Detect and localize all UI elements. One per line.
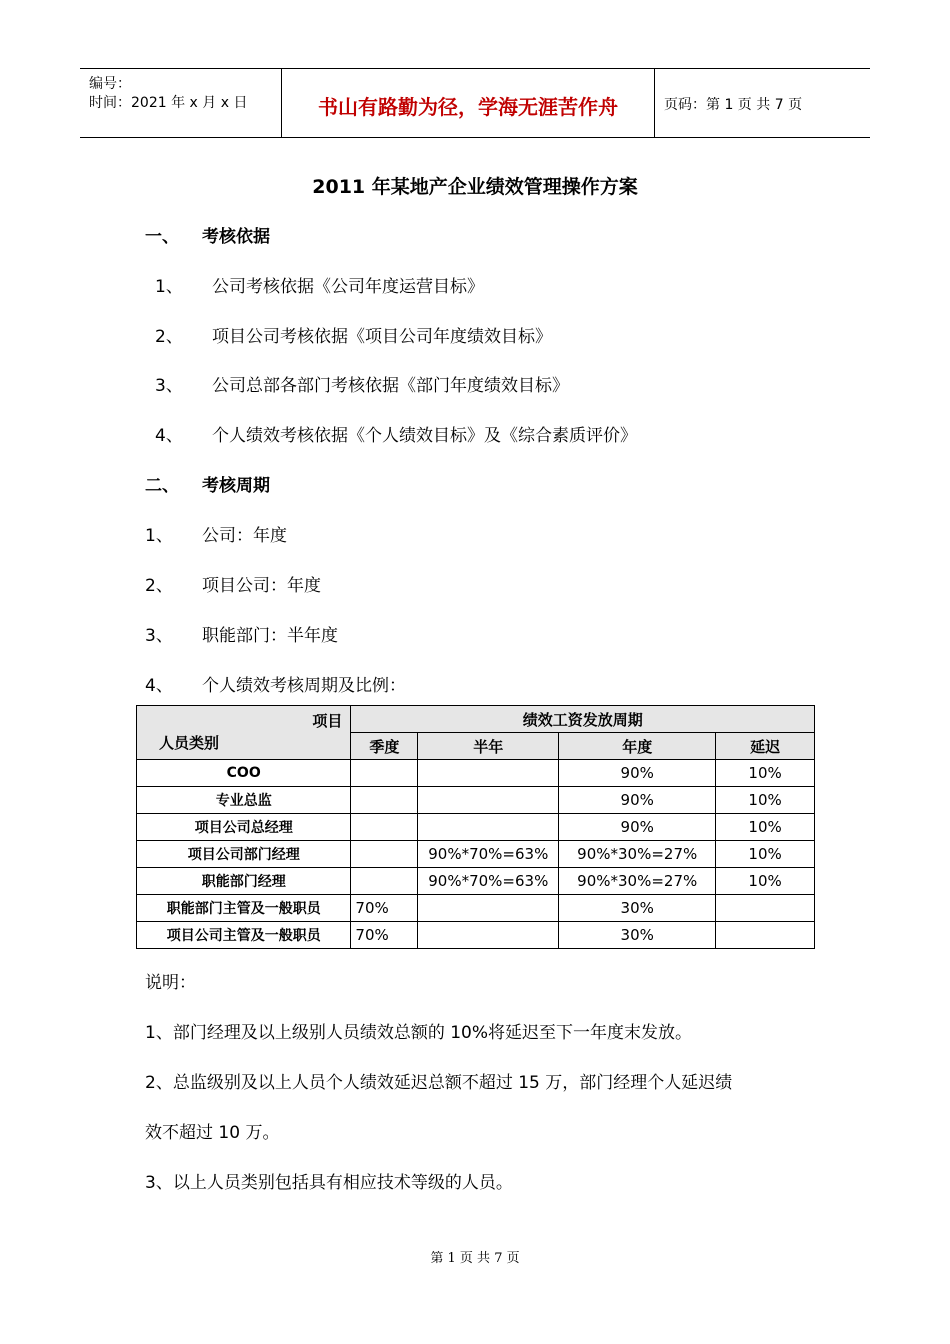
- list-item-number: 4、: [145, 676, 173, 696]
- note-line: 效不超过 10 万。: [145, 1123, 280, 1143]
- table-cell: 10%: [716, 868, 815, 895]
- table-cell: 90%*70%=63%: [418, 841, 559, 868]
- document-title: 2011 年某地产企业绩效管理操作方案: [312, 176, 638, 198]
- table-cell: 90%*70%=63%: [418, 868, 559, 895]
- list-item-number: 3、: [145, 626, 173, 646]
- table-cell: 90%: [559, 814, 716, 841]
- section-heading-1: [145, 222, 545, 246]
- row-category: 项目公司主管及一般职员: [137, 922, 351, 949]
- table-cell: 30%: [559, 895, 716, 922]
- row-category: 项目公司部门经理: [137, 841, 351, 868]
- note-line: 1、部门经理及以上级别人员绩效总额的 10%将延迟至下一年度末发放。: [145, 1023, 693, 1043]
- header-meta: [80, 69, 281, 137]
- group-header: 绩效工资发放周期: [351, 706, 815, 733]
- section-heading-2: [145, 471, 545, 495]
- table-row: [137, 895, 815, 922]
- row-category: 专业总监: [137, 787, 351, 814]
- section-number: 二、: [145, 476, 179, 496]
- table-corner-cell: [137, 706, 351, 760]
- list-item-text: 公司考核依据《公司年度运营目标》: [212, 277, 484, 297]
- table-cell: [716, 922, 815, 949]
- list-item-text: 个人绩效考核周期及比例：: [202, 676, 406, 696]
- table-cell: [418, 760, 559, 787]
- table-cell: 90%: [559, 760, 716, 787]
- list-item-number: 2、: [145, 576, 173, 596]
- corner-label-category: 人员类别: [159, 734, 220, 752]
- table-row: [137, 760, 815, 787]
- list-item-text: 公司总部各部门考核依据《部门年度绩效目标》: [212, 376, 569, 396]
- table-cell: 90%*30%=27%: [559, 841, 716, 868]
- row-category: 职能部门经理: [137, 868, 351, 895]
- table-cell: [418, 787, 559, 814]
- row-category: 项目公司总经理: [137, 814, 351, 841]
- table-cell: 10%: [716, 814, 815, 841]
- list-item-text: 公司：年度: [202, 526, 287, 546]
- section-title: 考核依据: [202, 227, 270, 247]
- table-cell: [716, 895, 815, 922]
- table-cell: [351, 787, 418, 814]
- list-item-number: 1、: [155, 277, 183, 297]
- page-header: [80, 68, 870, 138]
- table-cell: [418, 814, 559, 841]
- table-cell: [351, 868, 418, 895]
- table-header-row: [137, 706, 815, 733]
- table-cell: 10%: [716, 787, 815, 814]
- header-page-cell: [654, 69, 870, 137]
- list-item-number: 3、: [155, 376, 183, 396]
- section-title: 考核周期: [202, 476, 270, 496]
- list-item-number: 2、: [155, 327, 183, 347]
- table-cell: 30%: [559, 922, 716, 949]
- table-cell: [351, 841, 418, 868]
- list-item-number: 1、: [145, 526, 173, 546]
- table-row: [137, 922, 815, 949]
- header-page-info: 页码：第 1 页 共 7 页: [664, 97, 803, 113]
- table-cell: [351, 814, 418, 841]
- note-line: 2、总监级别及以上人员个人绩效延迟总额不超过 15 万，部门经理个人延迟绩: [145, 1073, 733, 1093]
- column-header: 延迟: [716, 733, 815, 760]
- list-item-text: 项目公司：年度: [202, 576, 321, 596]
- notes-label: 说明：: [145, 973, 196, 993]
- row-category: 职能部门主管及一般职员: [137, 895, 351, 922]
- column-header: 年度: [559, 733, 716, 760]
- header-motto-cell: [281, 69, 655, 137]
- list-item-text: 项目公司考核依据《项目公司年度绩效目标》: [212, 327, 552, 347]
- column-header: 季度: [351, 733, 418, 760]
- table-cell: [351, 760, 418, 787]
- table-row: [137, 868, 815, 895]
- page-footer: 第 1 页 共 7 页: [430, 1251, 520, 1266]
- header-motto: 书山有路勤为径，学海无涯苦作舟: [318, 95, 618, 119]
- table-cell: [418, 895, 559, 922]
- table-cell: 90%: [559, 787, 716, 814]
- table-cell: 90%*30%=27%: [559, 868, 716, 895]
- table-cell: 70%: [351, 922, 418, 949]
- document-number-label: 编号：: [89, 76, 131, 92]
- table-row: [137, 814, 815, 841]
- table-cell: 70%: [351, 895, 418, 922]
- list-item-number: 4、: [155, 426, 183, 446]
- list-item-text: 个人绩效考核依据《个人绩效目标》及《综合素质评价》: [212, 426, 637, 446]
- section-number: 一、: [145, 227, 179, 247]
- performance-period-table: [136, 705, 815, 949]
- table-row: [137, 841, 815, 868]
- list-item-text: 职能部门：半年度: [202, 626, 338, 646]
- table-cell: [418, 922, 559, 949]
- table-cell: 10%: [716, 760, 815, 787]
- note-line: 3、以上人员类别包括具有相应技术等级的人员。: [145, 1173, 513, 1193]
- table-row: [137, 787, 815, 814]
- table-cell: 10%: [716, 841, 815, 868]
- row-category: COO: [137, 760, 351, 787]
- document-time-label: 时间：2021 年 x 月 x 日: [89, 95, 248, 111]
- corner-label-item: 项目: [312, 712, 343, 730]
- column-header: 半年: [418, 733, 559, 760]
